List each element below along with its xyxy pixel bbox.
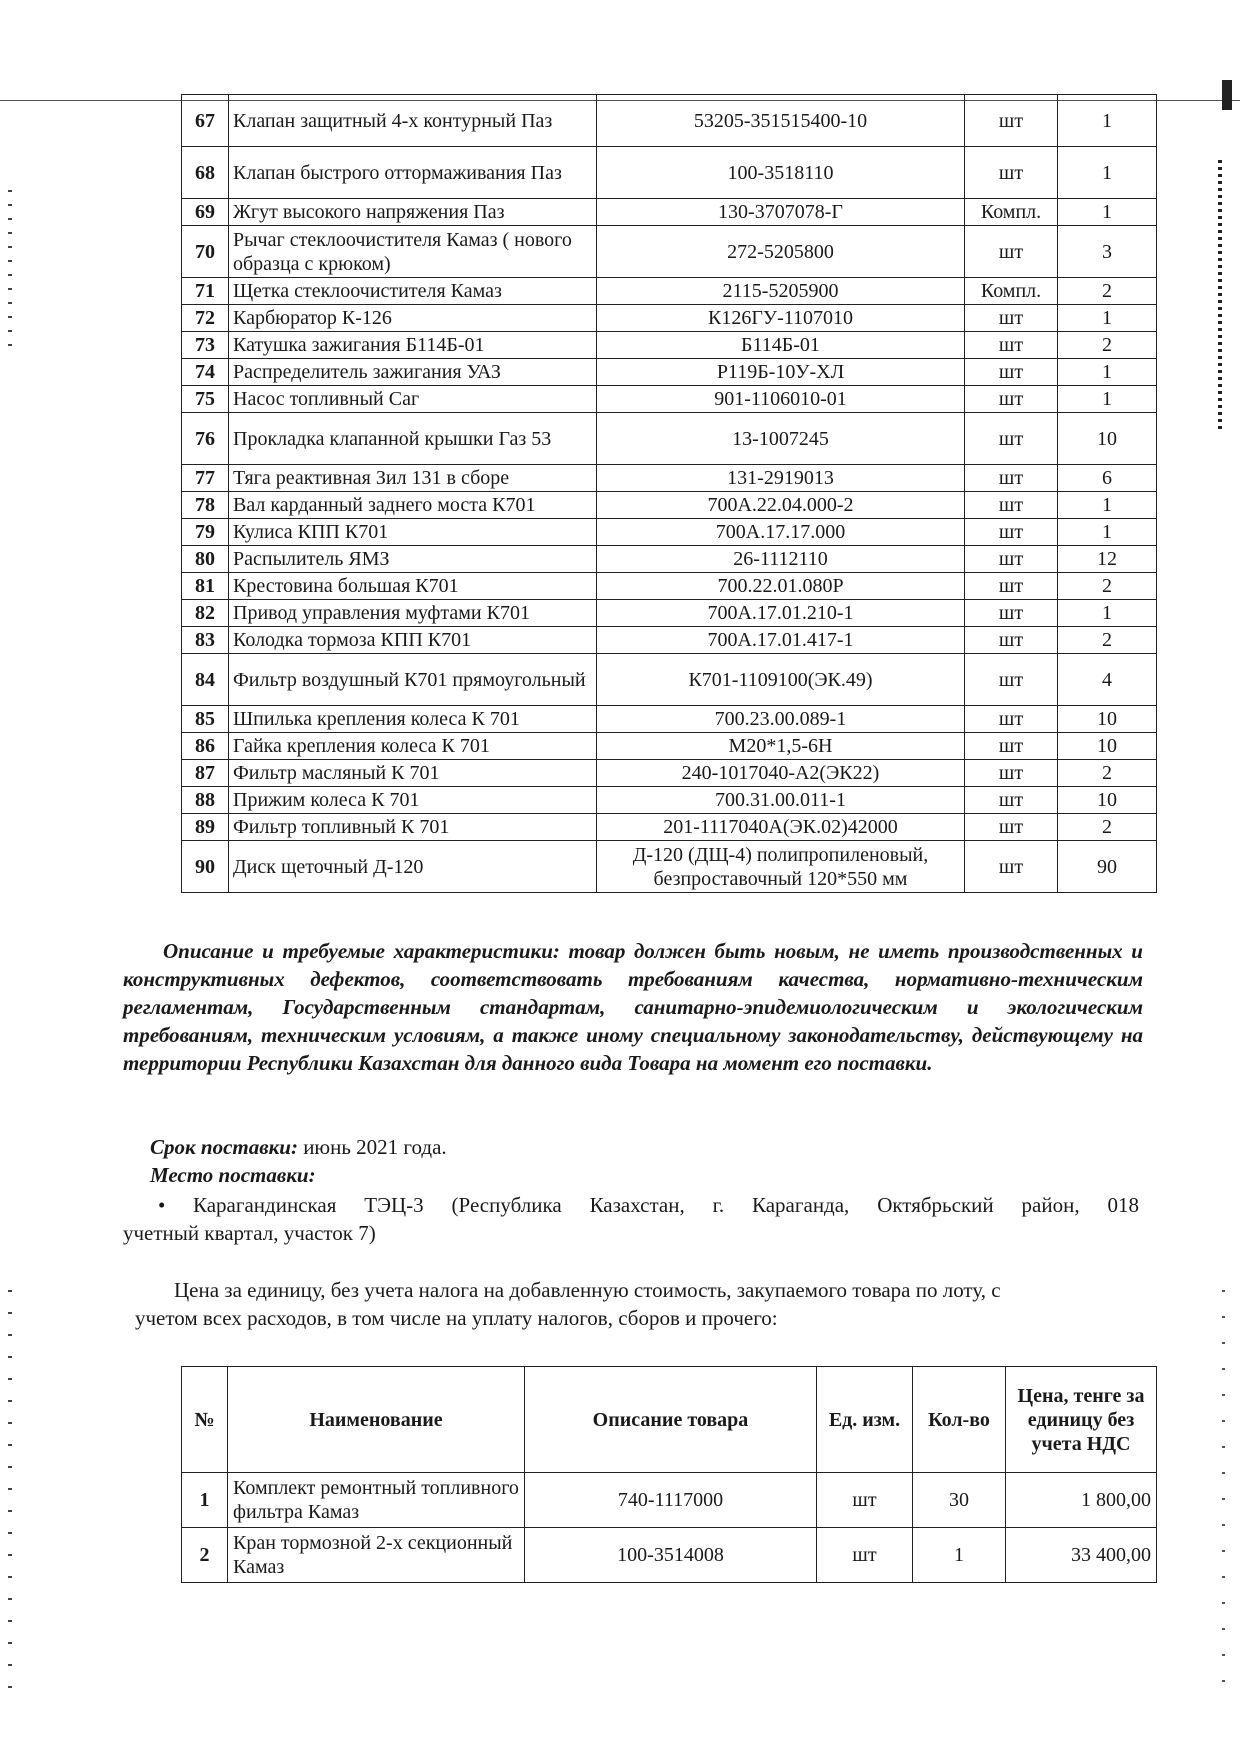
table-row — [182, 627, 1157, 654]
item-number: 70 — [182, 226, 229, 278]
item-number: 81 — [182, 573, 229, 600]
header-name: Наименование — [228, 1367, 525, 1473]
item-code: 131-2919013 — [597, 465, 965, 492]
item-code: 700.22.01.080Р — [597, 573, 965, 600]
table-row — [182, 1528, 1157, 1583]
item-number: 69 — [182, 199, 229, 226]
table-row — [182, 600, 1157, 627]
item-quantity: 10 — [1058, 733, 1157, 760]
item-name: Клапан быстрого оттормаживания Паз — [229, 147, 597, 199]
item-quantity: 4 — [1058, 654, 1157, 706]
price-row-number: 1 — [182, 1473, 228, 1528]
item-name: Насос топливный Саг — [229, 386, 597, 413]
delivery-place-bullet: • — [158, 1193, 166, 1217]
item-quantity: 10 — [1058, 706, 1157, 733]
item-number: 74 — [182, 359, 229, 386]
item-quantity: 2 — [1058, 627, 1157, 654]
item-code: 700А.17.17.000 — [597, 519, 965, 546]
table-row — [182, 147, 1157, 199]
item-name: Привод управления муфтами К701 — [229, 600, 597, 627]
item-unit: шт — [965, 706, 1058, 733]
item-code: 100-3518110 — [597, 147, 965, 199]
item-quantity: 1 — [1058, 359, 1157, 386]
item-number: 85 — [182, 706, 229, 733]
price-row-code: 100-3514008 — [525, 1528, 817, 1583]
item-quantity: 1 — [1058, 386, 1157, 413]
item-name: Прижим колеса К 701 — [229, 787, 597, 814]
item-unit: шт — [965, 600, 1058, 627]
table-row — [182, 519, 1157, 546]
item-name: Карбюратор К-126 — [229, 305, 597, 332]
item-unit: шт — [965, 546, 1058, 573]
description-text: товар должен быть новым, не иметь производственных и конструктивных дефектов, соответствовать требованиям качества, нормативно-техническим регламентам, Государственным стандартам, санитарно-эпидемиологическим и экологическим требованиям, техническим условиям, а также иному специальному законодательству, действующему на территории Республики Казахстан для данного вида Товара на момент его поставки. — [123, 939, 1143, 1075]
item-quantity: 2 — [1058, 814, 1157, 841]
table-row — [182, 573, 1157, 600]
item-name: Кулиса КПП К701 — [229, 519, 597, 546]
delivery-term — [150, 1133, 447, 1161]
price-row-number: 2 — [182, 1528, 228, 1583]
item-number: 68 — [182, 147, 229, 199]
item-name: Жгут высокого напряжения Паз — [229, 199, 597, 226]
header-price: Цена, тенге за единицу без учета НДС — [1006, 1367, 1157, 1473]
scan-margin-mark — [1222, 80, 1232, 110]
item-code: К701-1109100(ЭК.49) — [597, 654, 965, 706]
table-row — [182, 332, 1157, 359]
table-row — [182, 199, 1157, 226]
item-name: Колодка тормоза КПП К701 — [229, 627, 597, 654]
item-unit: шт — [965, 654, 1058, 706]
description-paragraph — [123, 937, 1143, 1077]
item-quantity: 1 — [1058, 492, 1157, 519]
item-number: 80 — [182, 546, 229, 573]
item-quantity: 2 — [1058, 760, 1157, 787]
item-quantity: 1 — [1058, 519, 1157, 546]
item-code: 240-1017040-А2(ЭК22) — [597, 760, 965, 787]
table-row — [182, 787, 1157, 814]
item-unit: шт — [965, 733, 1058, 760]
item-name: Клапан защитный 4-х контурный Паз — [229, 95, 597, 147]
header-quantity: Кол-во — [913, 1367, 1006, 1473]
table-row — [182, 386, 1157, 413]
table-row — [182, 706, 1157, 733]
item-unit: шт — [965, 841, 1058, 893]
item-number: 87 — [182, 760, 229, 787]
table-row — [182, 95, 1157, 147]
item-code: 26-1112110 — [597, 546, 965, 573]
item-number: 76 — [182, 413, 229, 465]
item-quantity: 2 — [1058, 278, 1157, 305]
item-unit: шт — [965, 627, 1058, 654]
table-row — [182, 278, 1157, 305]
item-quantity: 1 — [1058, 600, 1157, 627]
table-row — [182, 546, 1157, 573]
price-row-name: Кран тормозной 2-х секционный Камаз — [228, 1528, 525, 1583]
table-row — [182, 413, 1157, 465]
item-code: 700А.17.01.417-1 — [597, 627, 965, 654]
item-number: 78 — [182, 492, 229, 519]
delivery-place-line2: учетный квартал, участок 7) — [123, 1221, 376, 1245]
table-row — [182, 492, 1157, 519]
item-number: 88 — [182, 787, 229, 814]
item-quantity: 12 — [1058, 546, 1157, 573]
item-name: Прокладка клапанной крышки Газ 53 — [229, 413, 597, 465]
item-unit: шт — [965, 386, 1058, 413]
item-name: Крестовина большая К701 — [229, 573, 597, 600]
item-code: Д-120 (ДЩ-4) полипропиленовый, безпроставочный 120*550 мм — [597, 841, 965, 893]
item-code: 13-1007245 — [597, 413, 965, 465]
items-table — [181, 94, 1157, 893]
item-quantity: 1 — [1058, 147, 1157, 199]
scan-margin-mark — [1222, 1290, 1225, 1690]
item-code: К126ГУ-1107010 — [597, 305, 965, 332]
item-unit: шт — [965, 465, 1058, 492]
item-code: 201-1117040А(ЭК.02)42000 — [597, 814, 965, 841]
table-row — [182, 1473, 1157, 1528]
price-row-code: 740-1117000 — [525, 1473, 817, 1528]
item-code: 130-3707078-Г — [597, 199, 965, 226]
item-name: Шпилька крепления колеса К 701 — [229, 706, 597, 733]
table-row — [182, 465, 1157, 492]
item-unit: шт — [965, 492, 1058, 519]
item-name: Фильтр воздушный К701 прямоугольный — [229, 654, 597, 706]
price-intro-line2: учетом всех расходов, в том числе на уплату налогов, сборов и прочего: — [135, 1306, 778, 1330]
item-name: Рычаг стеклоочистителя Камаз ( нового образца с крюком) — [229, 226, 597, 278]
item-number: 77 — [182, 465, 229, 492]
item-unit: шт — [965, 814, 1058, 841]
item-unit: шт — [965, 413, 1058, 465]
scan-barcode-mark — [1218, 160, 1222, 430]
item-number: 83 — [182, 627, 229, 654]
item-number: 86 — [182, 733, 229, 760]
item-name: Распределитель зажигания УАЗ — [229, 359, 597, 386]
item-name: Гайка крепления колеса К 701 — [229, 733, 597, 760]
table-row — [182, 760, 1157, 787]
item-number: 67 — [182, 95, 229, 147]
item-name: Катушка зажигания Б114Б-01 — [229, 332, 597, 359]
price-row-price: 1 800,00 — [1006, 1473, 1157, 1528]
item-quantity: 1 — [1058, 95, 1157, 147]
item-code: 700А.22.04.000-2 — [597, 492, 965, 519]
price-row-quantity: 1 — [913, 1528, 1006, 1583]
scan-margin-mark — [8, 190, 12, 350]
item-unit: шт — [965, 760, 1058, 787]
item-number: 72 — [182, 305, 229, 332]
item-code: 700.23.00.089-1 — [597, 706, 965, 733]
table-row — [182, 654, 1157, 706]
item-unit: Компл. — [965, 199, 1058, 226]
item-number: 89 — [182, 814, 229, 841]
item-code: 700.31.00.011-1 — [597, 787, 965, 814]
item-unit: шт — [965, 787, 1058, 814]
delivery-place-label: Место поставки: — [150, 1163, 316, 1187]
item-quantity: 1 — [1058, 305, 1157, 332]
delivery-term-label: Срок поставки: — [150, 1135, 298, 1159]
price-row-name: Комплект ремонтный топливного фильтра Камаз — [228, 1473, 525, 1528]
item-unit: шт — [965, 332, 1058, 359]
item-quantity: 10 — [1058, 787, 1157, 814]
item-name: Диск щеточный Д-120 — [229, 841, 597, 893]
table-row — [182, 359, 1157, 386]
item-code: 53205-351515400-10 — [597, 95, 965, 147]
item-unit: шт — [965, 573, 1058, 600]
item-name: Тяга реактивная Зил 131 в сборе — [229, 465, 597, 492]
item-code: Р119Б-10У-ХЛ — [597, 359, 965, 386]
price-row-unit: шт — [817, 1528, 913, 1583]
item-number: 90 — [182, 841, 229, 893]
delivery-term-value: июнь 2021 года. — [297, 1135, 447, 1159]
item-number: 75 — [182, 386, 229, 413]
item-unit: шт — [965, 359, 1058, 386]
item-code: 901-1106010-01 — [597, 386, 965, 413]
item-unit: шт — [965, 147, 1058, 199]
item-name: Распылитель ЯМЗ — [229, 546, 597, 573]
item-number: 84 — [182, 654, 229, 706]
item-unit: шт — [965, 519, 1058, 546]
table-row — [182, 226, 1157, 278]
item-code: 700А.17.01.210-1 — [597, 600, 965, 627]
item-code: Б114Б-01 — [597, 332, 965, 359]
item-name: Фильтр масляный К 701 — [229, 760, 597, 787]
table-row — [182, 814, 1157, 841]
header-unit: Ед. изм. — [817, 1367, 913, 1473]
item-quantity: 2 — [1058, 332, 1157, 359]
header-description: Описание товара — [525, 1367, 817, 1473]
item-quantity: 3 — [1058, 226, 1157, 278]
item-unit: шт — [965, 305, 1058, 332]
table-row — [182, 733, 1157, 760]
item-quantity: 1 — [1058, 199, 1157, 226]
price-table — [181, 1366, 1157, 1583]
item-quantity: 2 — [1058, 573, 1157, 600]
item-number: 82 — [182, 600, 229, 627]
item-number: 71 — [182, 278, 229, 305]
item-quantity: 90 — [1058, 841, 1157, 893]
delivery-place-line1: Карагандинская ТЭЦ-3 (Республика Казахстан, г. Караганда, Октябрьский район, 018 — [193, 1193, 1139, 1217]
item-name: Щетка стеклоочистителя Камаз — [229, 278, 597, 305]
price-row-quantity: 30 — [913, 1473, 1006, 1528]
item-quantity: 6 — [1058, 465, 1157, 492]
item-number: 73 — [182, 332, 229, 359]
item-unit: шт — [965, 95, 1058, 147]
item-number: 79 — [182, 519, 229, 546]
scan-margin-mark — [8, 1290, 12, 1690]
description-label: Описание и требуемые характеристики: — [163, 939, 560, 963]
item-code: М20*1,5-6Н — [597, 733, 965, 760]
table-row — [182, 305, 1157, 332]
item-code: 272-5205800 — [597, 226, 965, 278]
item-code: 2115-5205900 — [597, 278, 965, 305]
item-quantity: 10 — [1058, 413, 1157, 465]
item-unit: шт — [965, 226, 1058, 278]
header-number: № — [182, 1367, 228, 1473]
price-row-price: 33 400,00 — [1006, 1528, 1157, 1583]
item-unit: Компл. — [965, 278, 1058, 305]
table-row — [182, 841, 1157, 893]
item-name: Вал карданный заднего моста К701 — [229, 492, 597, 519]
item-name: Фильтр топливный К 701 — [229, 814, 597, 841]
price-row-unit: шт — [817, 1473, 913, 1528]
price-intro-line1: Цена за единицу, без учета налога на добавленную стоимость, закупаемого товара по лоту, с — [174, 1278, 1001, 1302]
